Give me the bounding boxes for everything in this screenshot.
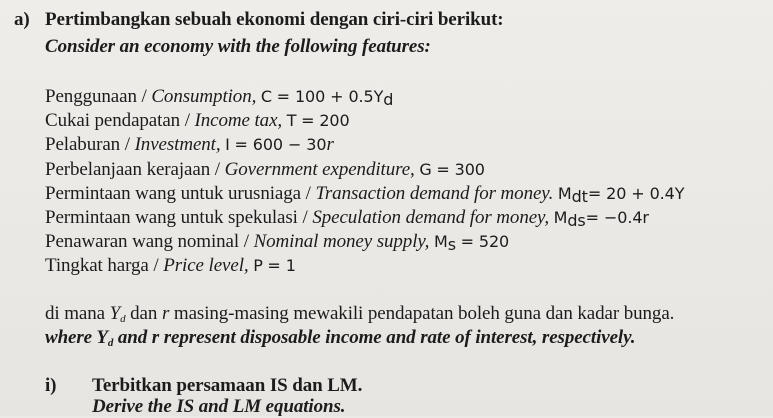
feature-income-tax bbox=[45, 110, 350, 132]
feature-label-en: Government expenditure, bbox=[224, 159, 415, 180]
feature-label-en: Transaction demand for money. bbox=[315, 183, 554, 204]
equation-rhs: = 600 − 30 bbox=[234, 135, 327, 154]
equation-lhs: I bbox=[225, 135, 230, 154]
equation-rhs: = 520 bbox=[460, 232, 510, 251]
feature-investment bbox=[45, 134, 334, 156]
variable-note-en bbox=[45, 327, 635, 354]
feature-label-en: Nominal money supply, bbox=[253, 231, 430, 252]
equation-lhs: M bbox=[553, 208, 568, 227]
note-var-y-sub: d bbox=[120, 313, 126, 325]
note-text: where bbox=[45, 327, 97, 348]
note-text: di mana bbox=[45, 303, 110, 324]
equation-rhs: = 20 + 0.4Y bbox=[587, 184, 685, 203]
note-var-y-sub: d bbox=[107, 337, 114, 349]
feature-label-en: Consumption, bbox=[151, 86, 257, 107]
feature-nominal-money-supply bbox=[45, 231, 509, 256]
feature-label-ms: Tingkat harga / bbox=[45, 255, 164, 276]
equation-rhs: = 1 bbox=[267, 256, 296, 275]
equation-subscript: ds bbox=[567, 211, 586, 230]
equation-lhs: M bbox=[557, 184, 572, 203]
question-title-ms: Pertimbangkan sebuah ekonomi dengan ciri-ciri berikut: bbox=[45, 9, 504, 30]
equation-lhs: G bbox=[419, 160, 432, 179]
equation-lhs: M bbox=[433, 232, 448, 251]
equation-rhs: = 100 + 0.5Y bbox=[276, 87, 384, 106]
feature-label-ms: Penawaran wang nominal / bbox=[45, 231, 254, 252]
feature-consumption bbox=[45, 86, 393, 111]
feature-label-en: Price level, bbox=[163, 255, 249, 276]
note-text: and r represent disposable income and rate of interest, respectively. bbox=[113, 327, 636, 348]
feature-transaction-demand bbox=[45, 183, 684, 208]
feature-label-ms: Perbelanjaan kerajaan / bbox=[45, 159, 225, 180]
equation-subscript: dt bbox=[571, 187, 588, 206]
subquestion-marker: i) bbox=[45, 375, 57, 396]
feature-label-en: Speculation demand for money, bbox=[312, 207, 549, 228]
note-var-y: Y bbox=[96, 327, 108, 348]
subquestion-text-ms: Terbitkan persamaan IS dan LM. bbox=[92, 375, 363, 396]
equation-rhs: = 300 bbox=[436, 160, 485, 179]
feature-price-level bbox=[45, 255, 296, 277]
subquestion-text-en: Derive the IS and LM equations. bbox=[92, 396, 346, 417]
equation-variable: r bbox=[326, 134, 334, 155]
question-marker: a) bbox=[14, 9, 30, 30]
variable-note-ms bbox=[45, 303, 674, 330]
feature-speculation-demand bbox=[45, 207, 649, 232]
feature-label-en: Investment, bbox=[134, 134, 221, 155]
note-var-r: r bbox=[161, 303, 170, 324]
feature-label-en: Income tax, bbox=[194, 110, 283, 131]
feature-government-expenditure bbox=[45, 159, 485, 181]
equation-lhs: C bbox=[260, 87, 272, 106]
feature-label-ms: Permintaan wang untuk urusniaga / bbox=[45, 183, 316, 204]
feature-label-ms: Permintaan wang untuk spekulasi / bbox=[45, 207, 313, 228]
feature-label-ms: Pelaburan / bbox=[45, 134, 135, 155]
note-text: dan bbox=[125, 303, 162, 324]
note-text: masing-masing mewakili pendapatan boleh guna dan kadar bunga. bbox=[169, 303, 675, 324]
equation-lhs: T bbox=[286, 111, 297, 130]
feature-label-ms: Cukai pendapatan / bbox=[45, 110, 195, 131]
equation-subscript: d bbox=[383, 90, 394, 109]
equation-rhs: = −0.4r bbox=[585, 208, 649, 227]
feature-label-ms: Penggunaan / bbox=[45, 86, 152, 107]
equation-rhs: = 200 bbox=[301, 111, 350, 130]
question-title-en: Consider an economy with the following features: bbox=[45, 36, 431, 57]
equation-subscript: s bbox=[447, 235, 456, 254]
equation-lhs: P bbox=[253, 256, 263, 275]
note-var-y: Y bbox=[109, 303, 121, 324]
